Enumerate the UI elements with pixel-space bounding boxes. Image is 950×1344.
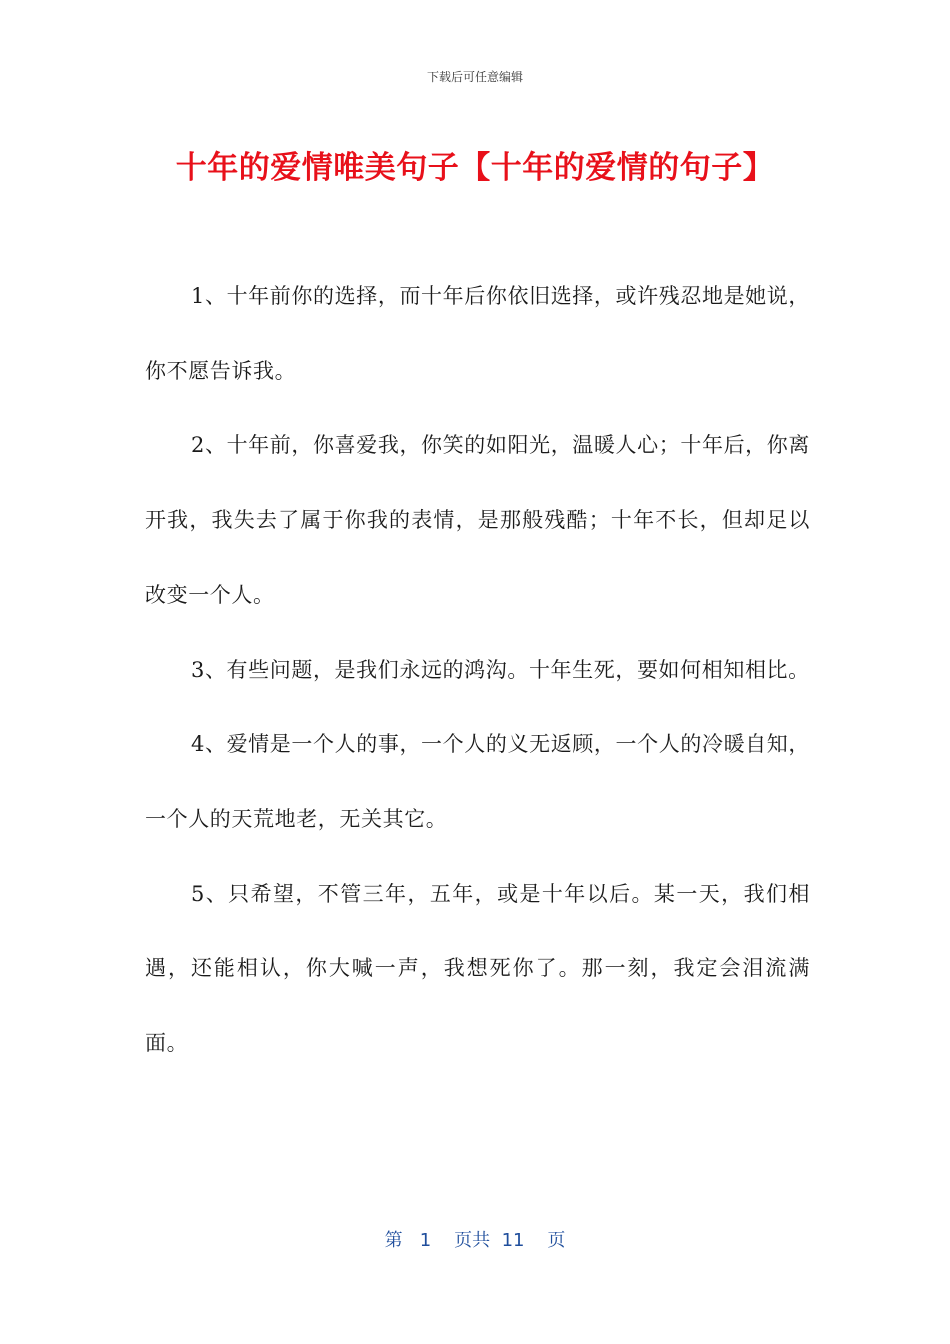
footer-current-page: 1 [419,1230,432,1251]
footer-suffix: 页 [547,1230,566,1251]
footer-prefix: 第 [384,1230,403,1251]
document-title: 十年的爱情唯美句子【十年的爱情的句子】 [175,150,775,186]
paragraph-2: 2、十年前，你喜爱我，你笑的如阳光，温暖人心；十年后，你离开我，我失去了属于你我的表情，是那般残酷；十年不长，但却足以改变一个人。 [145,433,810,607]
header-note: 下载后可任意编辑 [426,70,523,84]
footer-middle: 页共 [454,1230,491,1251]
document-body [145,259,810,1081]
paragraph-1: 1、十年前你的选择，而十年后你依旧选择，或许残忍地是她说，你不愿告诉我。 [145,284,810,383]
page-footer [0,1226,950,1252]
paragraph-3: 3、有些问题，是我们永远的鸿沟。十年生死，要如何相知相比。 [191,657,810,682]
footer-total-pages: 11 [501,1230,525,1251]
paragraph-4: 4、爱情是一个人的事，一个人的义无返顾，一个人的冷暖自知，一个人的天荒地老，无关其它。 [145,732,810,831]
paragraph-5: 5、只希望，不管三年，五年，或是十年以后。某一天，我们相遇，还能相认，你大喊一声，我想死你了。那一刻，我定会泪流满面。 [145,881,810,1056]
